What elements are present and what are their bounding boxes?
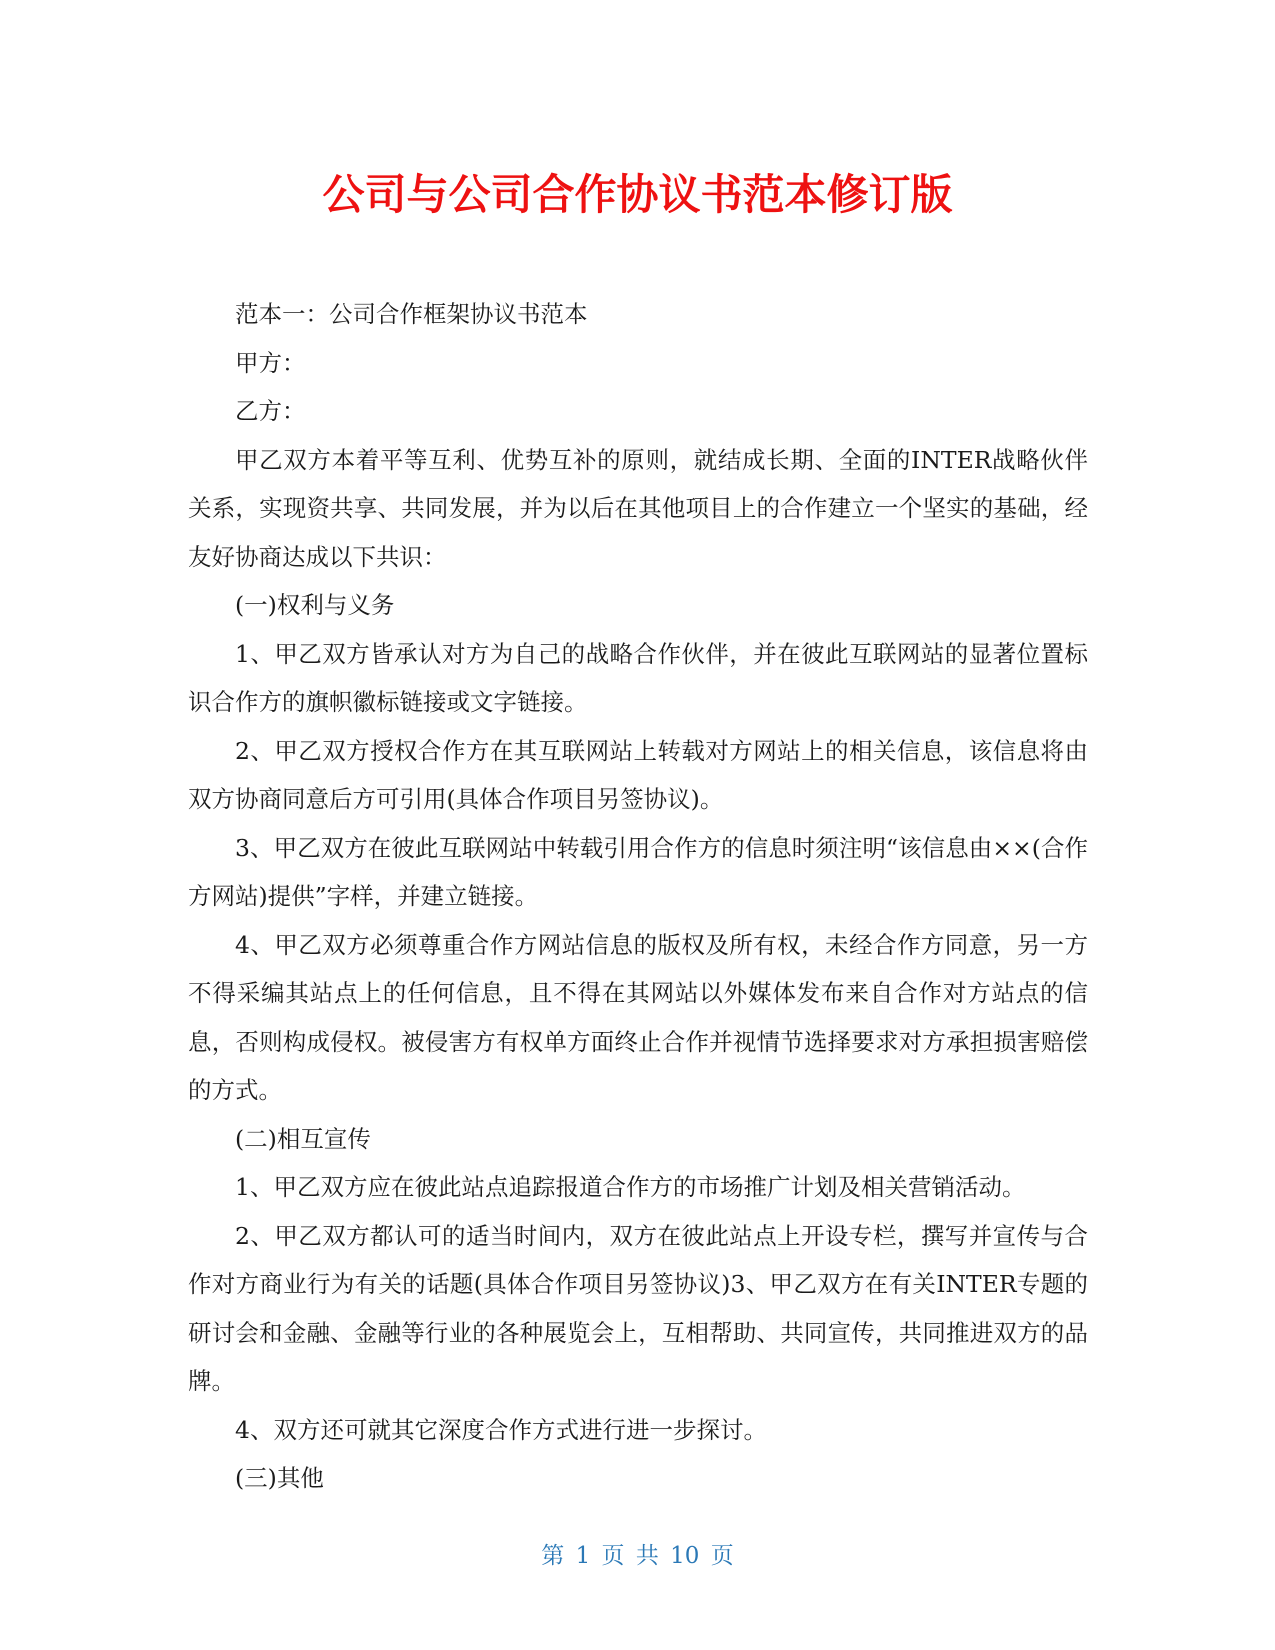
- clause-1-1: 1、甲乙双方皆承认对方为自己的战略合作伙伴，并在彼此互联网站的显著位置标识合作方的旗帜徽标链接或文字链接。: [188, 639, 1088, 716]
- section-heading-other: (三)其他: [235, 1464, 324, 1492]
- clause-1-2: 2、甲乙双方授权合作方在其互联网站上转载对方网站上的相关信息，该信息将由双方协商同意后方可引用(具体合作项目另签协议)。: [188, 736, 1088, 813]
- page-footer: 第 1 页 共 10 页: [541, 1543, 734, 1569]
- document-title: 公司与公司合作协议书范本修订版: [322, 170, 953, 219]
- clause-2-2: 2、甲乙双方都认可的适当时间内，双方在彼此站点上开设专栏，撰写并宣传与合作对方商业行为有关的话题(具体合作项目另签协议)3、甲乙双方在有关INTER专题的研讨会和金融、金融等行业的各种展览会上，互相帮助、共同宣传，共同推进双方的品牌。: [188, 1221, 1088, 1395]
- section-heading-rights: (一)权利与义务: [235, 591, 395, 619]
- section-heading-promotion: (二)相互宣传: [235, 1124, 371, 1153]
- clause-1-3: 3、甲乙双方在彼此互联网站中转载引用合作方的信息时须注明“该信息由××(合作方网站)提供”字样，并建立链接。: [188, 833, 1088, 910]
- clause-2-4: 4、双方还可就其它深度合作方式进行进一步探讨。: [235, 1415, 767, 1444]
- paragraph-template-heading: 范本一：公司合作框架协议书范本: [235, 300, 588, 328]
- paragraph-party-b: 乙方：: [235, 397, 306, 425]
- paragraph-preamble: 甲乙双方本着平等互利、优势互补的原则，就结成长期、全面的INTER战略伙伴关系，实现资共享、共同发展，并为以后在其他项目上的合作建立一个坚实的基础，经友好协商达成以下共识：: [188, 445, 1088, 571]
- document-body: [188, 290, 1088, 1503]
- clause-2-1: 1、甲乙双方应在彼此站点追踪报道合作方的市场推广计划及相关营销活动。: [235, 1173, 1026, 1201]
- clause-1-4: 4、甲乙双方必须尊重合作方网站信息的版权及所有权，未经合作方同意，另一方不得采编其站点上的任何信息，且不得在其网站以外媒体发布来自合作对方站点的信息，否则构成侵权。被侵害方有权单方面终止合作并视情节选择要求对方承担损害赔偿的方式。: [188, 930, 1088, 1104]
- paragraph-party-a: 甲方：: [235, 348, 306, 377]
